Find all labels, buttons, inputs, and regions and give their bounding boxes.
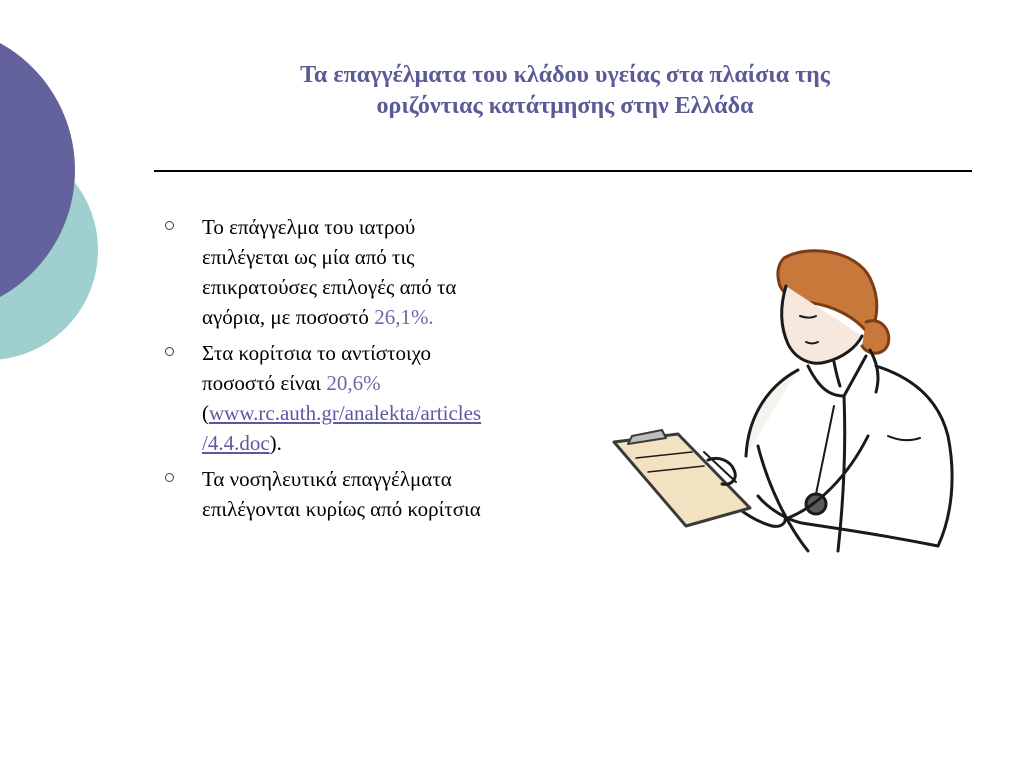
title-line-2: οριζόντιας κατάτμησης στην Ελλάδα (376, 93, 754, 119)
bullet-item-nursing (160, 464, 580, 524)
source-link-part-2: /4.4.doc (202, 431, 270, 455)
title-line-1: Τα επαγγέλματα του κλάδου υγείας στα πλαίσια της (300, 62, 830, 88)
bullet-1-line-1: Το επάγγελμα του ιατρού (202, 215, 416, 239)
nurse-illustration (608, 246, 958, 558)
bullet-3-line-1: Τα νοσηλευτικά επαγγέλματα (202, 467, 452, 491)
title-divider (154, 170, 972, 172)
bullet-1-line-2: επιλέγεται ως μία από τις (202, 245, 415, 269)
bullet-circle-icon (165, 347, 174, 356)
bullet-2-line-2: ποσοστό είναι (202, 371, 327, 395)
slide-title (200, 60, 930, 122)
bullet-circle-icon (165, 473, 174, 482)
bullet-1-line-4: αγόρια, με ποσοστό (202, 305, 375, 329)
source-link-part-1: www.rc.auth.gr/analekta/articles (209, 401, 482, 425)
boys-percentage: 26,1%. (374, 305, 434, 329)
paren-close: ). (269, 431, 282, 455)
source-link[interactable] (202, 401, 481, 455)
bullet-1-line-3: επικρατούσες επιλογές από τα (202, 275, 457, 299)
bullet-item-doctors (160, 212, 580, 332)
bullet-2-line-1: Στα κορίτσια το αντίστοιχο (202, 341, 431, 365)
bullet-item-girls (160, 338, 580, 458)
bullet-circle-icon (165, 221, 174, 230)
decorative-circles (0, 0, 110, 420)
bullet-list (160, 212, 580, 530)
bullet-3-line-2: επιλέγονται κυρίως από κορίτσια (202, 497, 481, 521)
girls-percentage: 20,6% (326, 371, 381, 395)
paren-open: ( (202, 401, 209, 425)
